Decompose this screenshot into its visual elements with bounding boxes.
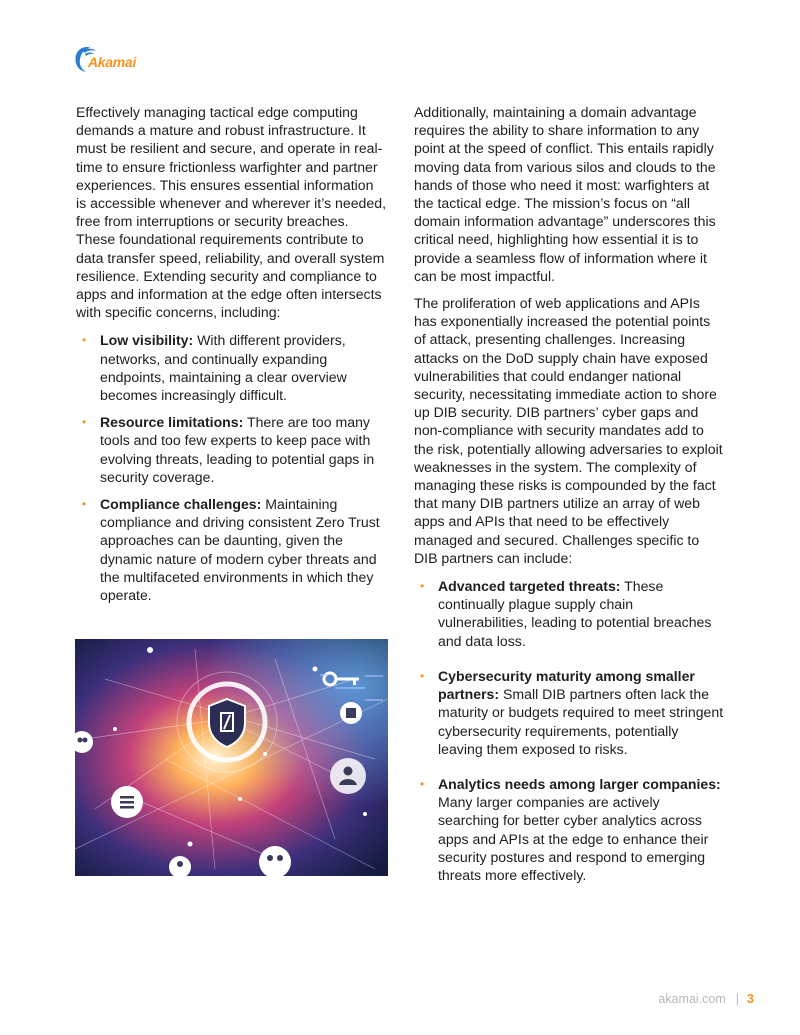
paragraph: Additionally, maintaining a domain advantage requires the ability to share information to any point at the speed of conflict. This entails rapidly moving data from various silos and clouds to the hands of those who need it most: warfighters at the tactical edge. The mission’s focus on “all domain information advantage” underscores this critical need, highlighting how essential it is to provide a seamless flow of information where it can be most impactful. xyxy=(414,104,716,284)
bullet-title: Compliance challenges: xyxy=(100,496,262,513)
bullet-text: Maintaining compliance and driving consistent Zero Trust approaches can be daunting, given the dynamic nature of modern cyber threats and the multifaceted environments in which they operate. xyxy=(100,496,380,604)
cybersecurity-network-image xyxy=(75,639,388,876)
bullet-text: There are too many tools and too few experts to keep pace with evolving threats, leading to potential gaps in security coverage. xyxy=(100,414,375,485)
bullet-dot-icon: • xyxy=(420,579,425,594)
akamai-logo xyxy=(74,45,140,73)
bullet-text: Small DIB partners often lack the maturity or budgets required to meet stringent cybersecurity requirements, potentially leaving them exposed to risks. xyxy=(438,686,724,757)
bullet-title: Low visibility: xyxy=(100,332,194,349)
footer-site-link[interactable]: akamai.com xyxy=(658,992,726,1006)
page-number: 3 xyxy=(747,992,754,1006)
bullet-dot-icon: • xyxy=(82,415,87,430)
right-bullet-list xyxy=(414,577,724,884)
right-column xyxy=(414,103,724,901)
left-bullet-list xyxy=(76,331,386,604)
list-item xyxy=(76,495,386,604)
bullet-dot-icon: • xyxy=(82,497,87,512)
bullet-title: Resource limitations: xyxy=(100,414,244,431)
logo-wordmark: Akamai xyxy=(88,54,137,70)
page-footer xyxy=(658,992,754,1006)
bullet-text: Many larger companies are actively searching for better cyber analytics across apps and APIs at the edge to enhance their security postures and respond to emerging threats more effectively. xyxy=(438,794,709,883)
list-item xyxy=(414,667,724,758)
bullet-title: Analytics needs among larger companies: xyxy=(438,775,721,792)
left-column xyxy=(76,103,386,613)
bullet-text: These continually plague supply chain vulnerabilities, leading to potential breaches and data loss. xyxy=(438,578,712,649)
list-item xyxy=(414,577,724,650)
paragraph: The proliferation of web applications and APIs has exponentially increased the potential points of attack, presenting challenges. Increasing attacks on the DoD supply chain have exposed vulnerabilities that could endanger national security, necessitating immediate action to shore up DIB security. DIB partners’ cyber gaps and non-compliance with security mandates add to the risk, potentially allowing adversaries to exploit weaknesses in the system. The complexity of managing these risks is compounded by the fact that many DIB partners utilize an array of web apps and APIs that need to be effectively managed and secured. Challenges specific to DIB partners can include: xyxy=(414,295,723,566)
bullet-title: Cybersecurity maturity among smaller partners: xyxy=(438,667,695,703)
bullet-dot-icon: • xyxy=(420,776,425,791)
bullet-text: With different providers, networks, and continually expanding endpoints, maintaining a clear overview becomes increasingly difficult. xyxy=(100,332,347,404)
bullet-dot-icon: • xyxy=(82,333,87,348)
bullet-dot-icon: • xyxy=(420,668,425,683)
bullet-title: Advanced targeted threats: xyxy=(438,578,621,595)
list-item xyxy=(76,413,386,486)
list-item xyxy=(76,331,386,404)
intro-paragraph: Effectively managing tactical edge computing demands a mature and robust infrastructure. It must be resilient and secure, and operate in real-time to ensure frictionless warfighter and partner experiences. This ensures essential information is accessible whenever and wherever it’s needed, free from interruptions or security breaches. These foundational requirements contribute to data transfer speed, reliability, and overall system resilience. Extending security and compliance to apps and information at the edge often intersects with specific concerns, including: xyxy=(76,104,386,321)
list-item xyxy=(414,775,724,884)
footer-separator: | xyxy=(735,992,740,1006)
